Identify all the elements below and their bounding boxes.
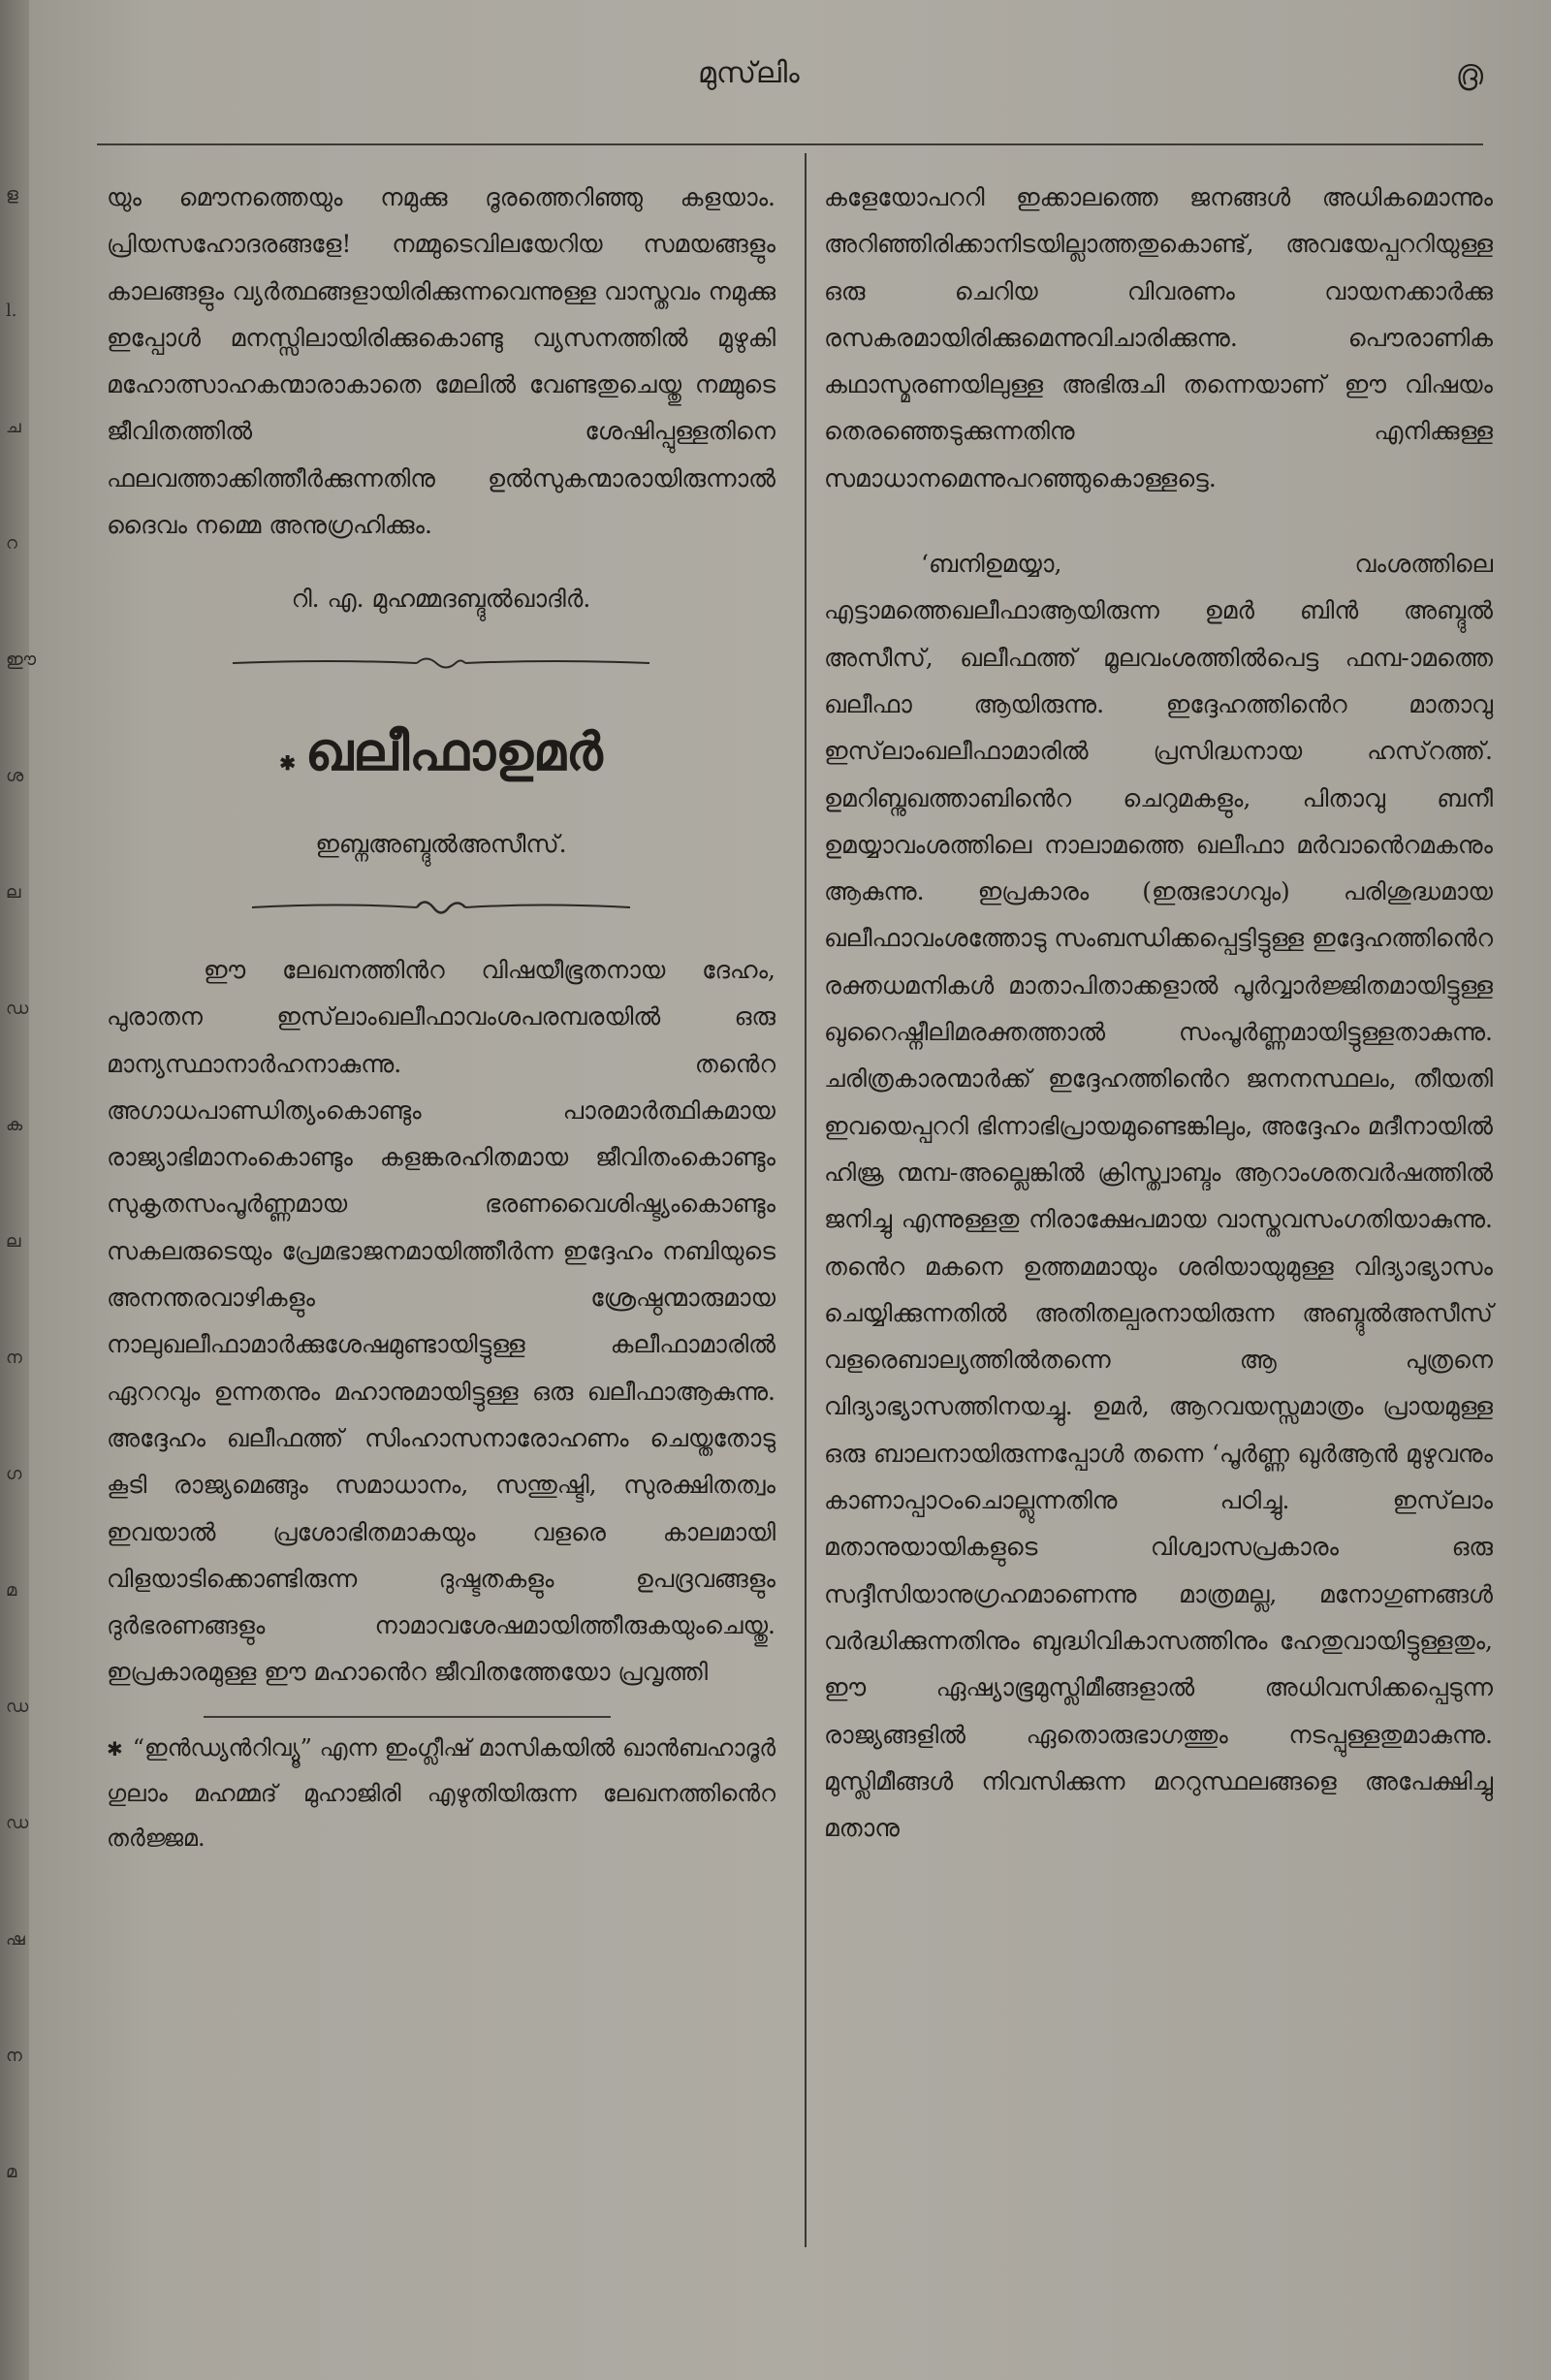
spine-char: ള [6,184,18,205]
article-subtitle: ഇബ്നഅബ്ദുൽഅസീസ്. [315,829,567,858]
continuation-paragraph: കളേയോപററി ഇക്കാലത്തെ ജനങ്ങൾ അധികമൊന്നും അറിഞ്ഞിരിക്കാനിടയില്ലാത്തതുകൊണ്ട്, അവയേപ്പററിയുള്ള ഒരു ചെറിയ വിവരണം വായനക്കാർക്കു രസകരമായിരിക്കുമെന്നുവിചാരിക്കുന്നു. പൌരാണിക കഥാസ്മരണയിലുള്ള അഭിരുചി തന്നെയാണ് ഈ വിഷയം തെരഞ്ഞെടുക്കുന്നതിനു എനിക്കുള്ള സമാധാനമെന്നുപറഞ്ഞുകൊള്ളട്ടെ. [824,183,1493,492]
header-rule [97,143,1483,145]
spine-char: ഗ [6,1464,22,1484]
spine-char: ഷ [6,1929,25,1950]
ornament-divider [233,895,649,920]
spine-char: ക [6,1115,23,1135]
ornament-divider [233,651,649,676]
book-spine [0,0,29,2380]
right-column [824,175,1493,1852]
article-title [107,713,776,802]
spine-char: l. [6,301,17,321]
spine-char: ഡ [6,1813,29,1833]
spine-char: ശ [6,766,24,786]
footnote-rule [204,1716,611,1718]
page [29,0,1551,2380]
page-header [29,56,1551,95]
column-divider [805,153,807,2247]
journal-name: മുസ്‌ലിം [698,56,800,90]
article-title-text: ഖലീഫാഉമർ [305,719,603,782]
left-column [107,175,776,1860]
spine-char: ന [6,2046,22,2066]
footnote-text: “ഇൻഡ്യൻറിവ്യൂ” എന്ന ഇംഗ്ലീഷ് മാസികയിൽ ഖാൻബഹാദൂർ ഗുലാം മഹമ്മദ് മുഹാജിരി എഴുതിയിരുന്ന ലേഖനത്തിൻെറ തർജ്ജമ. [107,1733,776,1852]
spine-char: ല [6,882,21,903]
spine-char: ച [6,417,21,437]
spine-char: ഈ [6,650,37,670]
spine-char: ഡ [6,1697,29,1717]
spine-char: റ [6,533,17,554]
spine-char: മ [6,1580,17,1601]
spine-char: ല [6,1231,21,1252]
asterisk-icon: ✱ [279,750,297,775]
asterisk-icon: ✱ [107,1736,123,1761]
spine-char: മ [6,2162,17,2182]
page-number: ൫ [1455,58,1483,92]
spine-char: ഡ [6,999,29,1019]
article-body: ഈ ലേഖനത്തിൻറ വിഷയീഭൂതനായ ദേഹം, പുരാതന ഇസ്‌ലാംഖലീഫാവംശപരമ്പരയിൽ ഒരു മാന്യസ്ഥാനാർഹനാകുന്നു. തൻെറ അഗാധപാണ്ഡിത്യംകൊണ്ടും പാരമാർത്ഥികമായ രാജ്യാഭിമാനംകൊണ്ടും കളങ്കരഹിതമായ ജീവിതംകൊണ്ടും സുകൃതസംപൂർണ്ണമായ ഭരണവൈശിഷ്ട്യംകൊണ്ടും സകലരുടെയും പ്രേമഭാജനമായിത്തീർന്ന ഇദ്ദേഹം നബിയുടെ അനന്തരവാഴികളും ശ്രേഷ്ഠന്മാരുമായ നാലുഖലീഫാമാർക്കുശേഷമുണ്ടായിട്ടുള്ള കലീഫാമാരിൽ ഏററവും ഉന്നതനും മഹാനുമായിട്ടുള്ള ഒരു ഖലീഫാആകുന്നു. അദ്ദേഹം ഖലീഫത്ത് സിംഹാസനാരോഹണം ചെയ്തതോടു കൂടി രാജ്യമെങ്ങും സമാധാനം, സന്തുഷ്ടി, സുരക്ഷിതത്വം ഇവയാൽ പ്രശോഭിതമാകയും വളരെ കാലമായി വിളയാടിക്കൊണ്ടിരുന്ന ദുഷ്ടതകളും ഉപദ്രവങ്ങളും ദുർഭരണങ്ങളും നാമാവശേഷമായിത്തീരുകയുംചെയ്തു. ഇപ്രകാരമുള്ള ഈ മഹാൻെറ ജീവിതത്തേയോ പ്രവൃത്തി [107,955,776,1687]
author-signature: റി. എ. മുഹമ്മദബ്ദുൽഖാദിർ. [291,585,591,614]
spine-char: ന [6,1348,22,1368]
article-body-continued: ‘ബനിഉമയ്യാ, വംശത്തിലെ എട്ടാമത്തെഖലീഫാആയിരുന്ന ഉമർ ബിൻ അബ്ദുൽ അസീസ്, ഖലീഫത്ത് മൂലവംശത്തിൽപെട്ട ഫമ്പ-ാമത്തെ ഖലീഫാ ആയിരുന്നു. ഇദ്ദേഹത്തിൻെറ മാതാവു ഇസ്‌ലാംഖലീഫാമാരിൽ പ്രസിദ്ധനായ ഹസ്‌റത്ത്. ഉമറിബ്നുഖത്താബിൻെറ ചെറുമകളും, പിതാവു ബനീ ഉമയ്യാവംശത്തിലെ നാലാമത്തെ ഖലീഫാ മർവാൻെറമകനും ആകുന്നു. ഇപ്രകാരം (ഇരുഭാഗവും) പരിശുദ്ധമായ ഖലീഫാവംശത്തോടു സംബന്ധിക്കപ്പെട്ടിട്ടുള്ള ഇദ്ദേഹത്തിൻെറ രക്തധമനികൾ മാതാപിതാക്കളാൽ പൂർവ്വാർജ്ജിതമായിട്ടുള്ള ഖുറൈഷ്നീലിമരക്തത്താൽ സംപൂർണ്ണമായിട്ടുള്ളതാകുന്നു. ചരിത്രകാരന്മാർക്ക് ഇദ്ദേഹത്തിൻെറ ജനനസ്ഥലം, തീയതി ഇവയെപ്പററി ഭിന്നാഭിപ്രായമുണ്ടെങ്കിലും, അദ്ദേഹം മദീനായിൽ ഹിജ്ര ന്മമ്പ-അല്ലെങ്കിൽ ക്രിസ്ത്വാബ്ദം ആറാംശതവർഷത്തിൽ ജനിച്ചു എന്നുള്ളതു നിരാക്ഷേപമായ വാസ്തവസംഗതിയാകുന്നു. തൻെറ മകനെ ഉത്തമമായും ശരിയായുമുള്ള വിദ്യാഭ്യാസം ചെയ്യിക്കുന്നതിൽ അതിതല്പരനായിരുന്ന അബ്ദുൽഅസീസ് വളരെബാല്യത്തിൽതന്നെ ആ പുത്രനെ വിദ്യാഭ്യാസത്തിനയച്ചു. ഉമർ, ആറവയസ്സമാത്രം പ്രായമുള്ള ഒരു ബാലനായിരുന്നപ്പോൾ തന്നെ ‘പൂർണ്ണ ഖുർആൻ മുഴുവനും കാണാപ്പാഠംചൊല്ലുന്നതിനു പഠിച്ചു. ഇസ്‌ലാം മതാനുയായികളുടെ വിശ്വാസപ്രകാരം ഒരു സദ്ദീസിയാനുഗ്രഹമാണെന്നു മാത്രമല്ല, മനോഗുണങ്ങൾ വർദ്ധിക്കുന്നതിനും ബുദ്ധിവികാസത്തിനും ഹേതുവായിട്ടുള്ളതും, ഈ ഏഷ്യാഭൂമുസ്ലിമീങ്ങളാൽ അധിവസിക്കപ്പെടുന്ന രാജ്യങ്ങളിൽ ഏതൊരുഭാഗത്തും നടപ്പുള്ളതുമാകുന്നു. മുസ്ലിമീങ്ങൾ നിവസിക്കുന്ന മററുസ്ഥലങ്ങളെ അപേക്ഷിച്ചു മതാനു [824,550,1493,1843]
footnote [107,1726,776,1860]
intro-paragraph: യും മൌനത്തെയും നമുക്കു ദൂരത്തെറിഞ്ഞു കളയാം. പ്രിയസഹോദരങ്ങളേ! നമ്മുടെവിലയേറിയ സമയങ്ങളും കാലങ്ങളും വ്യർത്ഥങ്ങളായിരിക്കുന്നവെന്നുള്ള വാസ്തവം നമുക്കു ഇപ്പോൾ മനസ്സിലായിരിക്കുകൊണ്ടു വ്യസനത്തിൽ മുഴുകി മഹോത്സാഹകന്മാരാകാതെ മേലിൽ വേണ്ടതുചെയ്തു നമ്മുടെ ജീവിതത്തിൽ ശേഷിപ്പുള്ളതിനെ ഫലവത്താക്കിത്തീർക്കുന്നതിനു ഉൽസുകന്മാരായിരുന്നാൽ ദൈവം നമ്മെ അനുഗ്രഹിക്കും. [107,183,776,540]
